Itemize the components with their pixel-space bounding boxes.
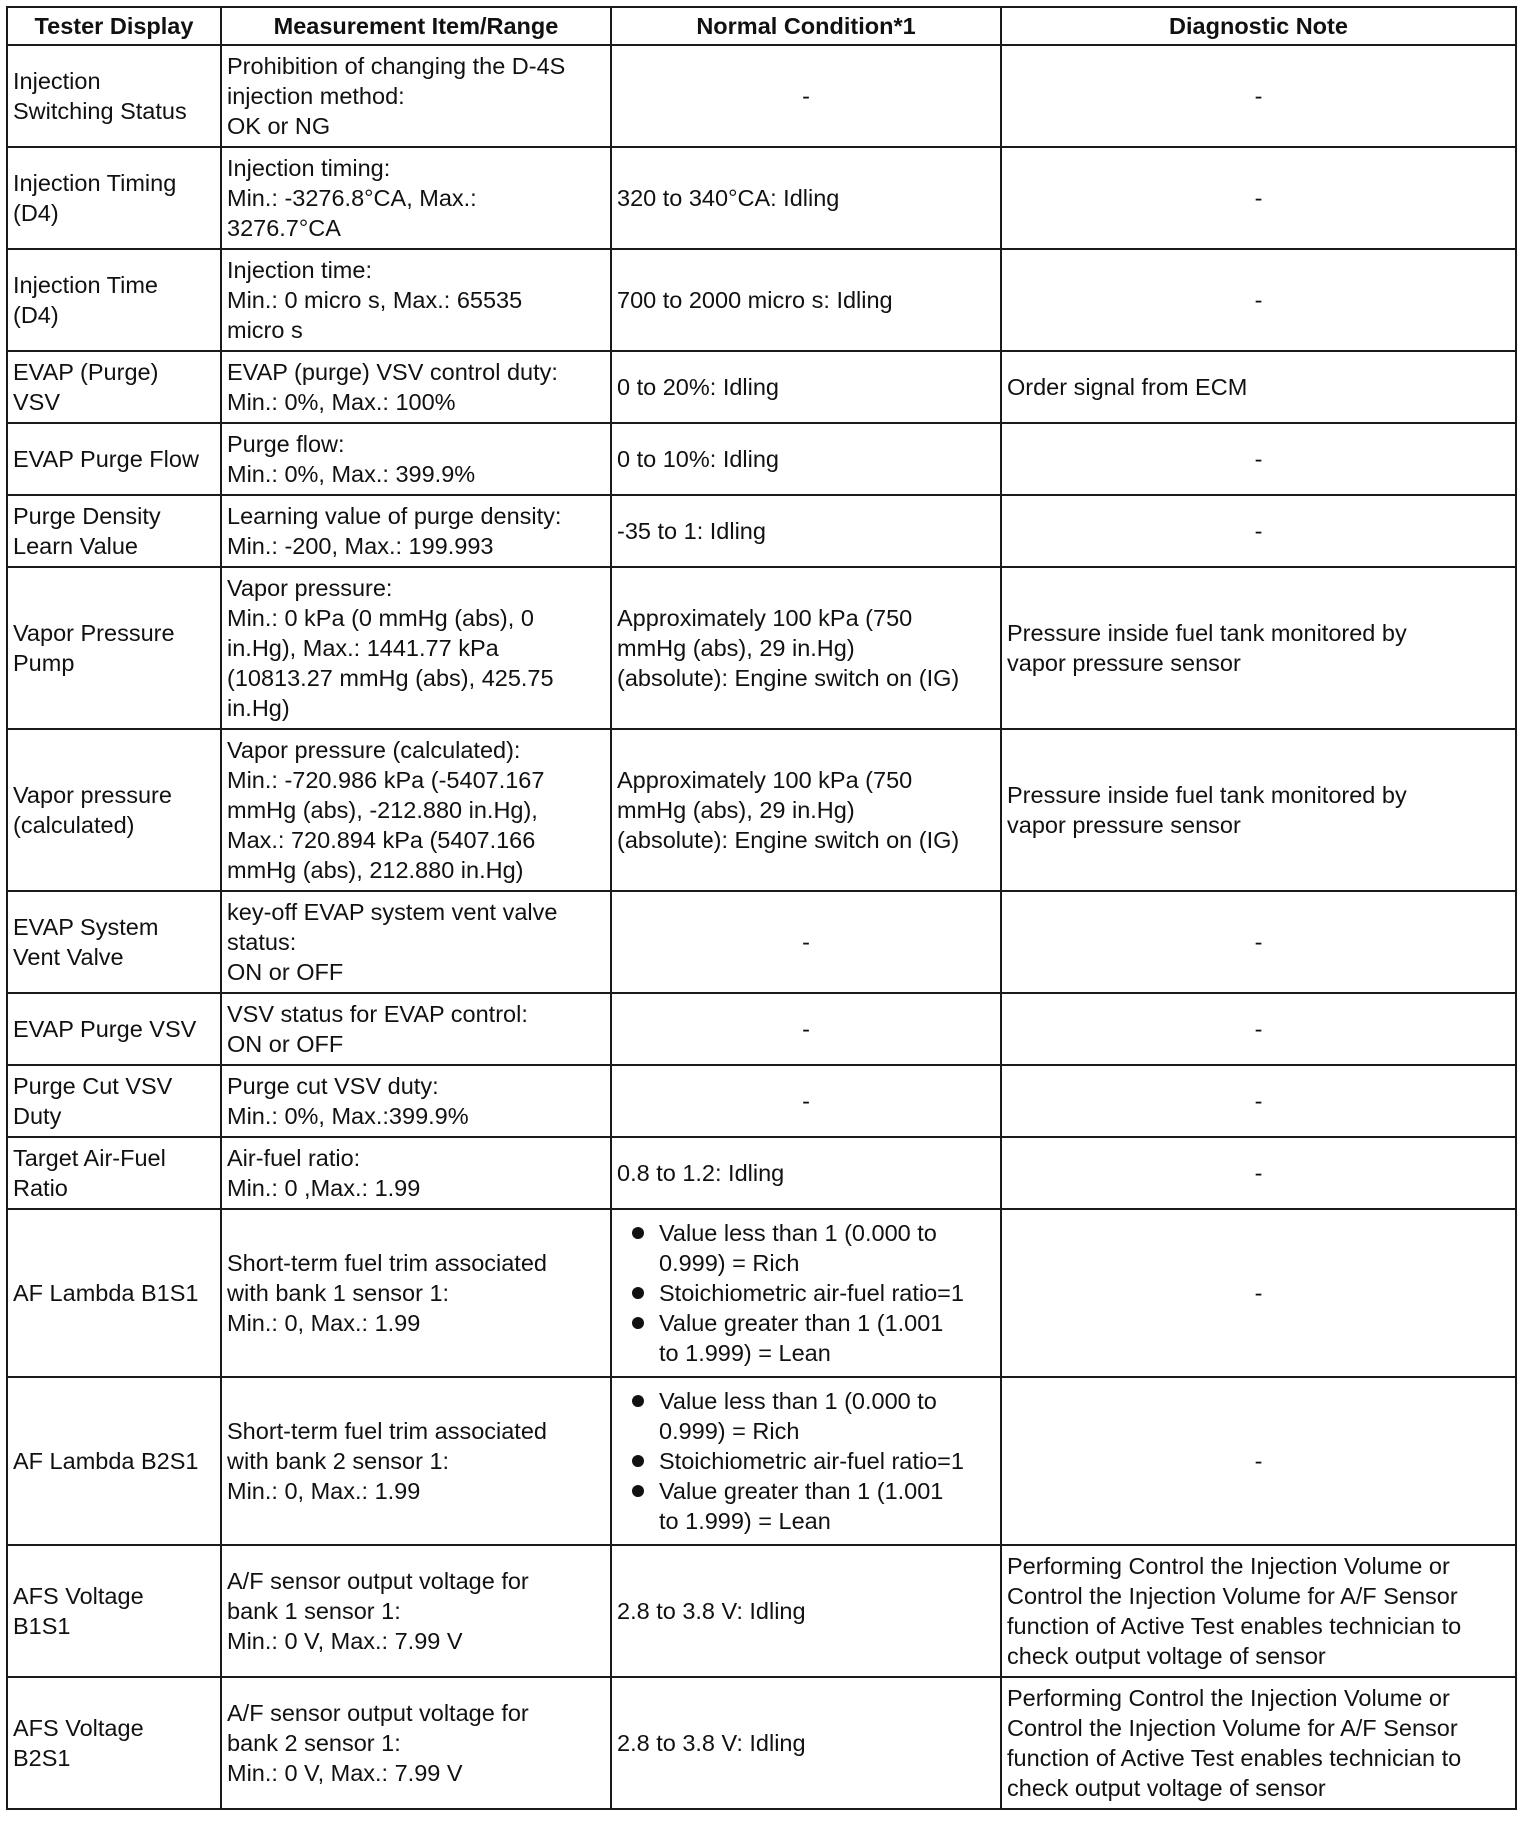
cell-diagnostic-note-line: - — [1254, 518, 1263, 544]
condition-bullet-item — [617, 1278, 995, 1308]
table-row — [7, 1677, 1516, 1809]
cell-diagnostic-note — [1001, 1545, 1516, 1677]
cell-measurement-item-line: Vapor pressure (calculated): — [227, 737, 521, 763]
condition-bullet-item — [617, 1308, 995, 1368]
cell-tester-display — [7, 249, 221, 351]
cell-normal-condition — [611, 729, 1001, 891]
cell-normal-condition-line: 0 to 10%: Idling — [617, 446, 779, 472]
cell-tester-display-line: Injection Timing — [13, 170, 177, 196]
cell-normal-condition-line: - — [802, 83, 810, 109]
cell-diagnostic-note — [1001, 1065, 1516, 1137]
cell-measurement-item-line: Min.: 0%, Max.: 399.9% — [227, 461, 476, 487]
cell-measurement-item — [221, 249, 611, 351]
cell-diagnostic-note-line: - — [1254, 1280, 1263, 1306]
bullet-dot-icon — [632, 1485, 644, 1497]
cell-tester-display — [7, 1137, 221, 1209]
table-row — [7, 495, 1516, 567]
table-row — [7, 423, 1516, 495]
condition-bullet-item — [617, 1446, 995, 1476]
cell-measurement-item-line: EVAP (purge) VSV control duty: — [227, 359, 558, 385]
cell-measurement-item — [221, 729, 611, 891]
cell-tester-display — [7, 1065, 221, 1137]
cell-measurement-item — [221, 1209, 611, 1377]
cell-normal-condition-line: (absolute): Engine switch on (IG) — [617, 827, 960, 853]
cell-measurement-item-line: Min.: 0 micro s, Max.: 65535 — [227, 287, 523, 313]
cell-measurement-item — [221, 993, 611, 1065]
cell-tester-display — [7, 423, 221, 495]
cell-tester-display-line: Switching Status — [13, 98, 187, 124]
table-row — [7, 1545, 1516, 1677]
cell-tester-display-line: EVAP (Purge) — [13, 359, 159, 385]
cell-normal-condition — [611, 1209, 1001, 1377]
cell-tester-display — [7, 495, 221, 567]
table-row — [7, 147, 1516, 249]
cell-measurement-item-line: Min.: -720.986 kPa (-5407.167 — [227, 767, 545, 793]
cell-diagnostic-note — [1001, 351, 1516, 423]
cell-diagnostic-note-line: vapor pressure sensor — [1007, 650, 1241, 676]
table-row — [7, 729, 1516, 891]
cell-diagnostic-note — [1001, 249, 1516, 351]
cell-tester-display-line: B1S1 — [13, 1613, 71, 1639]
cell-tester-display-line: Purge Cut VSV — [13, 1073, 173, 1099]
header-normal-condition: Normal Condition*1 — [611, 7, 1001, 45]
cell-measurement-item-line: bank 1 sensor 1: — [227, 1598, 401, 1624]
cell-diagnostic-note-line: Performing Control the Injection Volume or — [1007, 1685, 1450, 1711]
cell-diagnostic-note-line: function of Active Test enables technician to — [1007, 1745, 1462, 1771]
cell-normal-condition — [611, 1545, 1001, 1677]
cell-normal-condition-line: 0.8 to 1.2: Idling — [617, 1160, 785, 1186]
cell-normal-condition-line: -35 to 1: Idling — [617, 518, 766, 544]
table-row — [7, 891, 1516, 993]
condition-bullet-line: Value greater than 1 (1.001 — [659, 1478, 944, 1504]
cell-measurement-item-line: with bank 1 sensor 1: — [227, 1280, 450, 1306]
cell-measurement-item-line: mmHg (abs), 212.880 in.Hg) — [227, 857, 524, 883]
cell-tester-display — [7, 891, 221, 993]
condition-bullet-line: to 1.999) = Lean — [659, 1340, 831, 1366]
condition-bullet-line: 0.999) = Rich — [659, 1250, 800, 1276]
cell-normal-condition-line: mmHg (abs), 29 in.Hg) — [617, 635, 855, 661]
cell-measurement-item-line: Min.: 0, Max.: 1.99 — [227, 1478, 421, 1504]
cell-diagnostic-note — [1001, 1377, 1516, 1545]
cell-diagnostic-note-line: - — [1254, 1448, 1263, 1474]
cell-measurement-item-line: Air-fuel ratio: — [227, 1145, 361, 1171]
header-row — [7, 7, 1516, 45]
table-row — [7, 1209, 1516, 1377]
cell-measurement-item-line: Min.: 0, Max.: 1.99 — [227, 1310, 421, 1336]
cell-diagnostic-note-line: - — [1254, 1016, 1263, 1042]
cell-measurement-item-line: Purge flow: — [227, 431, 345, 457]
cell-tester-display-line: Pump — [13, 650, 75, 676]
cell-measurement-item-line: Min.: 0 ,Max.: 1.99 — [227, 1175, 421, 1201]
cell-diagnostic-note-line: - — [1254, 446, 1263, 472]
header-diagnostic-note: Diagnostic Note — [1001, 7, 1516, 45]
cell-diagnostic-note-line: check output voltage of sensor — [1007, 1775, 1326, 1801]
condition-bullet-list — [617, 1218, 995, 1368]
cell-measurement-item — [221, 1377, 611, 1545]
condition-bullet-line: Value less than 1 (0.000 to — [659, 1388, 937, 1414]
cell-normal-condition — [611, 993, 1001, 1065]
cell-measurement-item-line: A/F sensor output voltage for — [227, 1700, 529, 1726]
cell-diagnostic-note-line: Pressure inside fuel tank monitored by — [1007, 620, 1407, 646]
cell-diagnostic-note — [1001, 45, 1516, 147]
cell-diagnostic-note-line: - — [1254, 287, 1263, 313]
cell-measurement-item-line: Short-term fuel trim associated — [227, 1418, 547, 1444]
condition-bullet-line: 0.999) = Rich — [659, 1418, 800, 1444]
cell-tester-display — [7, 351, 221, 423]
cell-diagnostic-note — [1001, 891, 1516, 993]
cell-measurement-item-line: Min.: -200, Max.: 199.993 — [227, 533, 494, 559]
cell-normal-condition — [611, 567, 1001, 729]
condition-bullet-line: Value greater than 1 (1.001 — [659, 1310, 944, 1336]
cell-diagnostic-note — [1001, 147, 1516, 249]
cell-diagnostic-note — [1001, 1209, 1516, 1377]
cell-measurement-item-line: mmHg (abs), -212.880 in.Hg), — [227, 797, 538, 823]
bullet-dot-icon — [632, 1227, 644, 1239]
cell-tester-display — [7, 567, 221, 729]
cell-tester-display-line: EVAP System — [13, 914, 159, 940]
cell-measurement-item — [221, 423, 611, 495]
cell-measurement-item-line: Purge cut VSV duty: — [227, 1073, 439, 1099]
cell-normal-condition-line: 700 to 2000 micro s: Idling — [617, 287, 893, 313]
cell-measurement-item — [221, 1677, 611, 1809]
cell-measurement-item-line: Min.: 0%, Max.: 100% — [227, 389, 456, 415]
cell-measurement-item-line: Prohibition of changing the D-4S — [227, 53, 566, 79]
cell-tester-display-line: Purge Density — [13, 503, 161, 529]
cell-measurement-item — [221, 1137, 611, 1209]
cell-diagnostic-note — [1001, 1677, 1516, 1809]
cell-normal-condition-line: - — [802, 1088, 810, 1114]
cell-tester-display-line: AF Lambda B1S1 — [13, 1280, 199, 1306]
table-row — [7, 351, 1516, 423]
cell-normal-condition — [611, 147, 1001, 249]
cell-normal-condition-line: - — [802, 1016, 810, 1042]
table-row — [7, 45, 1516, 147]
cell-diagnostic-note-line: - — [1254, 1160, 1263, 1186]
cell-measurement-item-line: A/F sensor output voltage for — [227, 1568, 529, 1594]
cell-tester-display-line: Target Air-Fuel — [13, 1145, 166, 1171]
cell-measurement-item-line: Min.: 0 V, Max.: 7.99 V — [227, 1760, 463, 1786]
cell-measurement-item — [221, 495, 611, 567]
cell-measurement-item-line: Vapor pressure: — [227, 575, 393, 601]
cell-normal-condition — [611, 495, 1001, 567]
cell-measurement-item-line: (10813.27 mmHg (abs), 425.75 — [227, 665, 554, 691]
cell-measurement-item-line: OK or NG — [227, 113, 331, 139]
cell-diagnostic-note — [1001, 423, 1516, 495]
cell-tester-display — [7, 1209, 221, 1377]
cell-measurement-item-line: Min.: -3276.8°CA, Max.: — [227, 185, 477, 211]
cell-normal-condition-line: 320 to 340°CA: Idling — [617, 185, 840, 211]
cell-measurement-item-line: injection method: — [227, 83, 405, 109]
cell-tester-display-line: (D4) — [13, 302, 59, 328]
cell-diagnostic-note-line: - — [1254, 1088, 1263, 1114]
cell-normal-condition-line: - — [802, 929, 810, 955]
cell-tester-display-line: Injection Time — [13, 272, 158, 298]
cell-normal-condition — [611, 1377, 1001, 1545]
condition-bullet-line: Stoichiometric air-fuel ratio=1 — [659, 1280, 964, 1306]
condition-bullet-list — [617, 1386, 995, 1536]
cell-tester-display — [7, 1677, 221, 1809]
table-body — [7, 45, 1516, 1809]
cell-measurement-item-line: VSV status for EVAP control: — [227, 1001, 528, 1027]
cell-normal-condition-line: Approximately 100 kPa (750 — [617, 767, 913, 793]
cell-diagnostic-note-line: Control the Injection Volume for A/F Sensor — [1007, 1715, 1458, 1741]
cell-measurement-item — [221, 147, 611, 249]
cell-measurement-item-line: ON or OFF — [227, 1031, 344, 1057]
condition-bullet-item — [617, 1476, 995, 1536]
cell-tester-display — [7, 1545, 221, 1677]
table-row — [7, 993, 1516, 1065]
cell-tester-display-line: Injection — [13, 68, 101, 94]
bullet-dot-icon — [632, 1455, 644, 1467]
cell-measurement-item — [221, 1065, 611, 1137]
data-list-table — [6, 6, 1517, 1810]
cell-tester-display-line: (calculated) — [13, 812, 135, 838]
cell-diagnostic-note — [1001, 729, 1516, 891]
cell-normal-condition — [611, 249, 1001, 351]
cell-normal-condition — [611, 891, 1001, 993]
cell-tester-display-line: AFS Voltage — [13, 1583, 144, 1609]
cell-diagnostic-note-line: function of Active Test enables technician to — [1007, 1613, 1462, 1639]
cell-diagnostic-note-line: Pressure inside fuel tank monitored by — [1007, 782, 1407, 808]
cell-tester-display-line: B2S1 — [13, 1745, 71, 1771]
cell-measurement-item — [221, 891, 611, 993]
condition-bullet-line: Value less than 1 (0.000 to — [659, 1220, 937, 1246]
cell-measurement-item-line: Min.: 0%, Max.:399.9% — [227, 1103, 469, 1129]
cell-normal-condition — [611, 351, 1001, 423]
cell-tester-display-line: Vapor Pressure — [13, 620, 175, 646]
cell-tester-display — [7, 45, 221, 147]
cell-diagnostic-note-line: - — [1254, 929, 1263, 955]
cell-tester-display-line: Vapor pressure — [13, 782, 172, 808]
cell-measurement-item-line: in.Hg) — [227, 695, 290, 721]
cell-measurement-item-line: Short-term fuel trim associated — [227, 1250, 547, 1276]
cell-measurement-item-line: ON or OFF — [227, 959, 344, 985]
cell-measurement-item — [221, 567, 611, 729]
bullet-dot-icon — [632, 1317, 644, 1329]
cell-measurement-item-line: Min.: 0 V, Max.: 7.99 V — [227, 1628, 463, 1654]
cell-tester-display-line: Duty — [13, 1103, 62, 1129]
cell-measurement-item-line: Injection timing: — [227, 155, 391, 181]
cell-diagnostic-note-line: Control the Injection Volume for A/F Sensor — [1007, 1583, 1458, 1609]
condition-bullet-line: Stoichiometric air-fuel ratio=1 — [659, 1448, 964, 1474]
cell-measurement-item-line: key-off EVAP system vent valve — [227, 899, 558, 925]
cell-measurement-item-line: Min.: 0 kPa (0 mmHg (abs), 0 — [227, 605, 534, 631]
cell-measurement-item-line: Max.: 720.894 kPa (5407.166 — [227, 827, 536, 853]
cell-normal-condition — [611, 45, 1001, 147]
cell-normal-condition-line: (absolute): Engine switch on (IG) — [617, 665, 960, 691]
cell-normal-condition-line: Approximately 100 kPa (750 — [617, 605, 913, 631]
cell-diagnostic-note-line: check output voltage of sensor — [1007, 1643, 1326, 1669]
cell-tester-display-line: Vent Valve — [13, 944, 124, 970]
cell-normal-condition — [611, 1677, 1001, 1809]
cell-measurement-item-line: micro s — [227, 317, 303, 343]
table-row — [7, 249, 1516, 351]
cell-tester-display-line: EVAP Purge VSV — [13, 1016, 197, 1042]
condition-bullet-item — [617, 1386, 995, 1446]
cell-measurement-item-line: 3276.7°CA — [227, 215, 341, 241]
cell-normal-condition-line: mmHg (abs), 29 in.Hg) — [617, 797, 855, 823]
cell-normal-condition-line: 2.8 to 3.8 V: Idling — [617, 1730, 806, 1756]
cell-diagnostic-note-line: Performing Control the Injection Volume or — [1007, 1553, 1450, 1579]
cell-tester-display — [7, 147, 221, 249]
cell-measurement-item-line: bank 2 sensor 1: — [227, 1730, 401, 1756]
cell-measurement-item-line: Injection time: — [227, 257, 372, 283]
cell-tester-display — [7, 993, 221, 1065]
cell-diagnostic-note — [1001, 1137, 1516, 1209]
cell-diagnostic-note-line: vapor pressure sensor — [1007, 812, 1241, 838]
cell-tester-display-line: VSV — [13, 389, 61, 415]
cell-normal-condition — [611, 423, 1001, 495]
cell-measurement-item-line: Learning value of purge density: — [227, 503, 562, 529]
condition-bullet-item — [617, 1218, 995, 1278]
cell-tester-display-line: AF Lambda B2S1 — [13, 1448, 199, 1474]
data-list-sheet — [6, 6, 1515, 1810]
cell-measurement-item — [221, 351, 611, 423]
cell-tester-display-line: AFS Voltage — [13, 1715, 144, 1741]
cell-normal-condition — [611, 1065, 1001, 1137]
cell-tester-display-line: Learn Value — [13, 533, 138, 559]
cell-normal-condition-line: 2.8 to 3.8 V: Idling — [617, 1598, 806, 1624]
cell-tester-display-line: (D4) — [13, 200, 59, 226]
cell-diagnostic-note-line: - — [1254, 185, 1263, 211]
cell-tester-display-line: EVAP Purge Flow — [13, 446, 199, 472]
header-tester-display: Tester Display — [7, 7, 221, 45]
cell-diagnostic-note-line: - — [1254, 83, 1263, 109]
cell-normal-condition-line: 0 to 20%: Idling — [617, 374, 779, 400]
cell-diagnostic-note — [1001, 993, 1516, 1065]
cell-measurement-item-line: status: — [227, 929, 297, 955]
bullet-dot-icon — [632, 1287, 644, 1299]
cell-normal-condition — [611, 1137, 1001, 1209]
cell-tester-display-line: Ratio — [13, 1175, 68, 1201]
cell-measurement-item-line: with bank 2 sensor 1: — [227, 1448, 450, 1474]
cell-diagnostic-note — [1001, 495, 1516, 567]
cell-measurement-item — [221, 45, 611, 147]
table-row — [7, 1377, 1516, 1545]
cell-diagnostic-note — [1001, 567, 1516, 729]
cell-tester-display — [7, 1377, 221, 1545]
table-row — [7, 1137, 1516, 1209]
cell-measurement-item — [221, 1545, 611, 1677]
cell-diagnostic-note-line: Order signal from ECM — [1007, 374, 1248, 400]
table-row — [7, 1065, 1516, 1137]
cell-tester-display — [7, 729, 221, 891]
header-measurement-item: Measurement Item/Range — [221, 7, 611, 45]
bullet-dot-icon — [632, 1395, 644, 1407]
cell-measurement-item-line: in.Hg), Max.: 1441.77 kPa — [227, 635, 499, 661]
table-row — [7, 567, 1516, 729]
condition-bullet-line: to 1.999) = Lean — [659, 1508, 831, 1534]
